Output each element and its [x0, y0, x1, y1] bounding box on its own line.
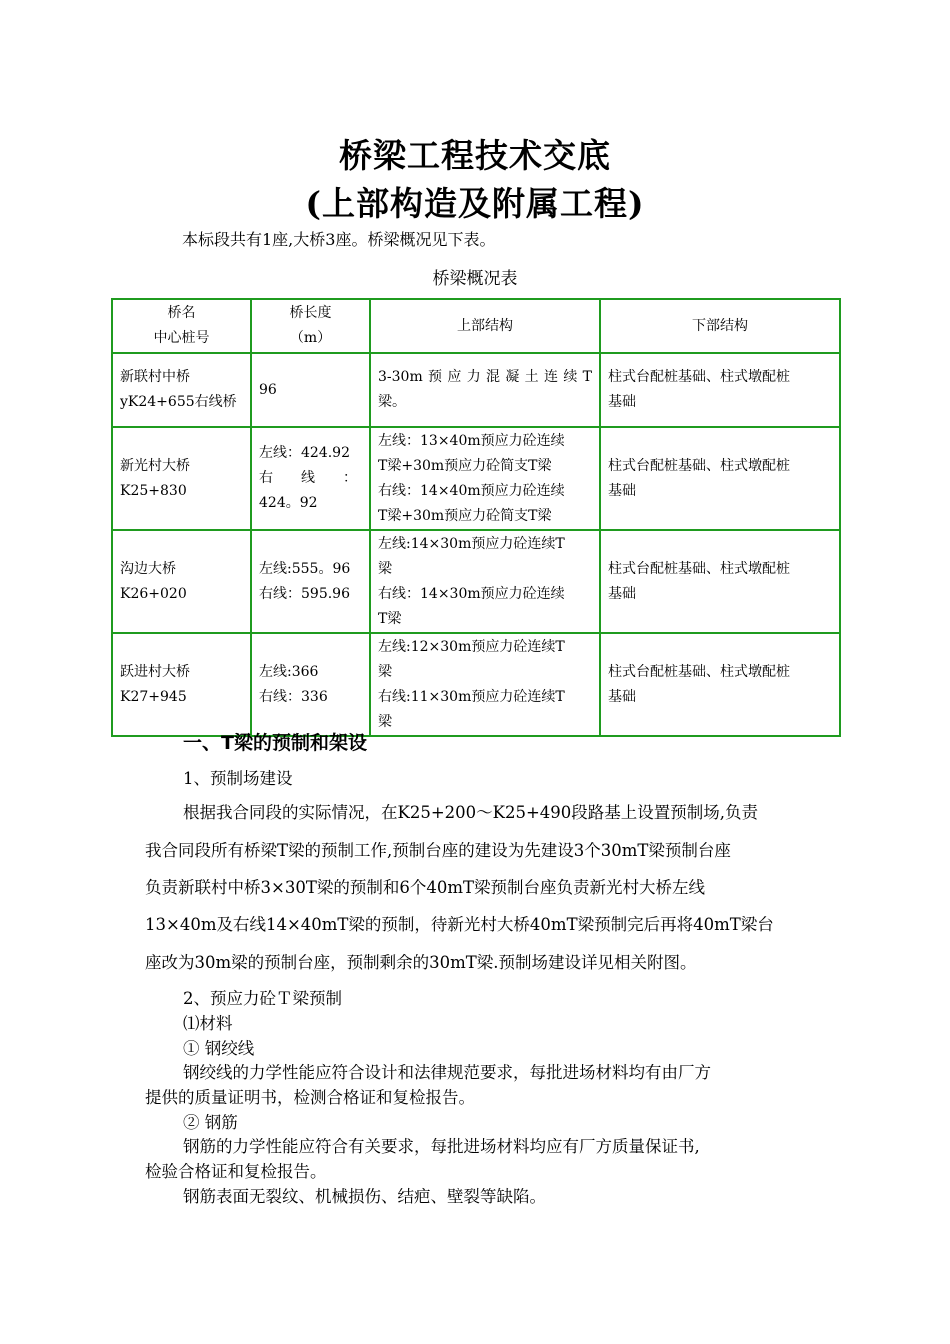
- cell-length: 左线:555。96 右线：595.96: [251, 530, 370, 633]
- cell-upper: 左线:12×30m预应力砼连续T 梁 右线:11×30m预应力砼连续T 梁: [370, 633, 600, 736]
- cell-name: 跃进村大桥 K27+945: [112, 633, 251, 736]
- cell-name: 沟边大桥 K26+020: [112, 530, 251, 633]
- cell-lower: 柱式台配桩基础、柱式墩配桩 基础: [600, 633, 840, 736]
- paragraph-line: 检验合格证和复检报告。: [145, 1162, 327, 1181]
- document-subtitle: (上部构造及附属工程): [305, 184, 645, 223]
- paragraph-line: 根据我合同段的实际情况，在K25+200～K25+490段路基上设置预制场,负责: [183, 803, 759, 822]
- paragraph-line: 钢筋的力学性能应符合有关要求，每批进场材料均应有厂方质量保证书,: [183, 1137, 700, 1156]
- cell-length: 左线：424.92 右 线 ： 424。92: [251, 427, 370, 530]
- cell-name: 新光村大桥 K25+830: [112, 427, 251, 530]
- paragraph-line: 座改为30m梁的预制台座，预制剩余的30mT梁.预制场建设详见相关附图。: [145, 953, 697, 972]
- header-lower: 下部结构: [600, 299, 840, 353]
- paragraph-line: 钢绞线的力学性能应符合设计和法律规范要求，每批进场材料均有由厂方: [183, 1063, 711, 1082]
- table-caption: 桥梁概况表: [432, 269, 518, 289]
- paragraph-line: 我合同段所有桥梁T梁的预制工作,预制台座的建设为先建设3个30mT梁预制台座: [145, 841, 731, 860]
- cell-name: 新联村中桥 yK24+655右线桥: [112, 353, 251, 427]
- cell-upper: 左线:14×30m预应力砼连续T 梁 右线：14×30m预应力砼连续 T梁: [370, 530, 600, 633]
- item-heading: ② 钢筋: [183, 1113, 238, 1132]
- table-row: [112, 633, 840, 736]
- table-row: [112, 530, 840, 633]
- subsection-heading: 2、预应力砼Ｔ梁预制: [183, 989, 342, 1008]
- table-row: [112, 427, 840, 530]
- cell-length: 96: [251, 353, 370, 427]
- bridge-overview-table: [111, 298, 841, 737]
- item-heading: ① 钢绞线: [183, 1039, 255, 1058]
- paragraph-line: 提供的质量证明书，检测合格证和复检报告。: [145, 1088, 475, 1107]
- materials-heading: ⑴材料: [183, 1014, 233, 1033]
- header-upper: 上部结构: [370, 299, 600, 353]
- cell-lower: 柱式台配桩基础、柱式墩配桩 基础: [600, 427, 840, 530]
- table-header-row: [112, 299, 840, 353]
- paragraph-line: 钢筋表面无裂纹、机械损伤、结疤、壁裂等缺陷。: [183, 1187, 546, 1206]
- subsection-heading: 1、预制场建设: [183, 769, 293, 788]
- header-length: 桥长度 （m）: [251, 299, 370, 353]
- paragraph-line: 负责新联村中桥3×30T梁的预制和6个40mT梁预制台座负责新光村大桥左线: [145, 878, 705, 897]
- header-name: 桥名 中心桩号: [112, 299, 251, 353]
- paragraph-line: 13×40m及右线14×40mT梁的预制，待新光村大桥40mT梁预制完后再将40mT梁台: [145, 915, 774, 934]
- cell-upper: 左线：13×40m预应力砼连续 T梁+30m预应力砼简支T梁 右线：14×40m预应力砼连续 T梁+30m预应力砼简支T梁: [370, 427, 600, 530]
- cell-lower: 柱式台配桩基础、柱式墩配桩 基础: [600, 353, 840, 427]
- cell-upper: 3-30m预应力混凝土连续T 梁。: [370, 353, 600, 427]
- cell-lower: 柱式台配桩基础、柱式墩配桩 基础: [600, 530, 840, 633]
- intro-text: 本标段共有1座,大桥3座。桥梁概况见下表。: [182, 230, 496, 249]
- table-row: [112, 353, 840, 427]
- document-title: 桥梁工程技术交底: [339, 136, 611, 175]
- cell-length: 左线:366 右线：336: [251, 633, 370, 736]
- section-heading: 一、T梁的预制和架设: [183, 732, 367, 754]
